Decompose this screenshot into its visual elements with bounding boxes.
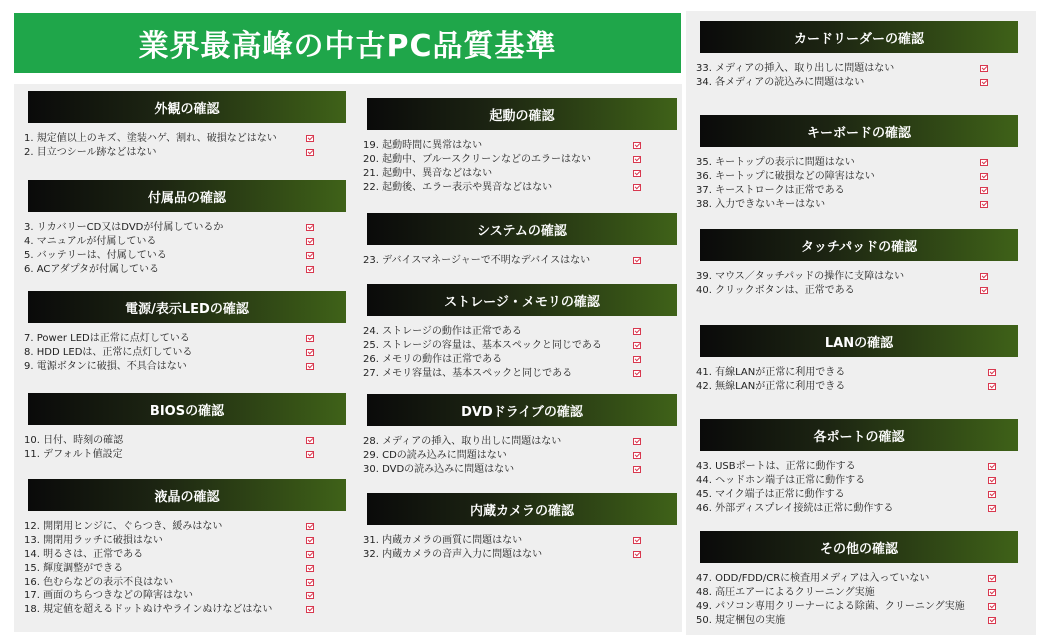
checklist (696, 572, 1000, 628)
checklist-item-label: 2. 目立つシール跡などはない (24, 146, 157, 158)
checklist-item (696, 502, 1000, 516)
checkmark-icon (988, 477, 996, 484)
checklist (696, 156, 992, 212)
checkmark-icon (306, 592, 314, 599)
checkmark-icon (633, 328, 641, 335)
checklist-item-label: 32. 内蔵カメラの音声入力に問題はない (363, 548, 543, 560)
section-heading: その他の確認 (700, 531, 1018, 563)
checklist-item (363, 449, 645, 463)
checkmark-icon (633, 551, 641, 558)
checklist (24, 332, 318, 374)
checkmark-icon (988, 603, 996, 610)
checkmark-icon (980, 159, 988, 166)
section-heading: 各ポートの確認 (700, 419, 1018, 451)
checklist-item (696, 614, 1000, 628)
checklist (363, 139, 645, 195)
checkmark-icon (988, 383, 996, 390)
section-heading: 電源/表示LEDの確認 (28, 291, 346, 323)
checkmark-icon (988, 589, 996, 596)
checkmark-icon (633, 452, 641, 459)
checklist-item (696, 156, 992, 170)
checklist-item (24, 263, 318, 277)
checkmark-icon (633, 342, 641, 349)
checklist-item-label: 47. ODD/FDD/CRに検査用メディアは入っていない (696, 573, 930, 584)
checklist-item-label: 25. ストレージの容量は、基本スペックと同じである (363, 339, 602, 351)
checklist-item (696, 270, 992, 284)
checklist-item-label: 6. ACアダプタが付属している (24, 263, 159, 275)
checklist-item (696, 380, 1000, 394)
checkmark-icon (980, 65, 988, 72)
checklist-item-label: 3. リカバリーCD又はDVDが付属しているか (24, 222, 224, 233)
checklist-item-label: 39. マウス／タッチパッドの操作に支障はない (696, 271, 905, 282)
section-heading: 液晶の確認 (28, 479, 346, 511)
section-heading: システムの確認 (367, 213, 677, 245)
checkmark-icon (306, 565, 314, 572)
checkmark-icon (988, 505, 996, 512)
page-title: 業界最高峰の中古PC品質基準 (138, 29, 557, 64)
checkmark-icon (988, 575, 996, 582)
checklist-item-label: 33. メディアの挿入、取り出しに問題はない (696, 63, 895, 74)
section-heading: DVDドライブの確認 (367, 394, 677, 426)
checklist-item-label: 12. 開閉用ヒンジに、ぐらつき、緩みはない (24, 521, 223, 532)
section-heading: カードリーダーの確認 (700, 21, 1018, 53)
checkmark-icon (306, 363, 314, 370)
checklist-item-label: 16. 色むらなどの表示不良はない (24, 576, 174, 588)
checklist-item-label: 50. 規定梱包の実施 (696, 614, 786, 626)
checklist-item (24, 360, 318, 374)
checkmark-icon (633, 370, 641, 377)
checklist-item (24, 132, 318, 146)
checkmark-icon (306, 579, 314, 586)
checklist-item (696, 586, 1000, 600)
checklist (24, 132, 318, 160)
checklist-item (24, 448, 318, 462)
checklist-item (363, 325, 645, 339)
checklist-item-label: 7. Power LEDは正常に点灯している (24, 333, 190, 344)
checklist-item-label: 4. マニュアルが付属している (24, 235, 157, 247)
checklist-item-label: 19. 起動時間に異常はない (363, 140, 483, 151)
checkmark-icon (306, 252, 314, 259)
checkmark-icon (980, 187, 988, 194)
checkmark-icon (306, 537, 314, 544)
checkmark-icon (633, 537, 641, 544)
checkmark-icon (633, 142, 641, 149)
checklist-item (363, 181, 645, 195)
checklist-item (696, 474, 1000, 488)
checkmark-icon (306, 437, 314, 444)
checklist-item-label: 45. マイク端子は正常に動作する (696, 488, 845, 500)
checklist-item (24, 146, 318, 160)
checklist-item-label: 22. 起動後、エラー表示や異音などはない (363, 181, 553, 193)
checklist-item (696, 284, 992, 298)
checklist-item-label: 43. USBポートは、正常に動作する (696, 461, 856, 472)
checkmark-icon (988, 491, 996, 498)
checklist-item-label: 29. CDの読み込みに問題はない (363, 449, 507, 461)
checklist-item-label: 17. 画面のちらつきなどの障害はない (24, 590, 193, 602)
checklist-item (363, 139, 645, 153)
checkmark-icon (633, 438, 641, 445)
checklist-item-label: 41. 有線LANが正常に利用できる (696, 367, 846, 378)
checklist-item (363, 367, 645, 381)
checklist-item (696, 460, 1000, 474)
section-heading: 起動の確認 (367, 98, 677, 130)
checklist-item-label: 13. 開閉用ラッチに破損はない (24, 534, 163, 546)
checkmark-icon (988, 369, 996, 376)
section-heading: 内蔵カメラの確認 (367, 493, 677, 525)
checklist-item-label: 40. クリックボタンは、正常である (696, 284, 855, 296)
checklist (696, 460, 1000, 516)
checklist-item-label: 31. 内蔵カメラの画質に問題はない (363, 535, 523, 546)
checklist-item (696, 366, 1000, 380)
checklist (363, 325, 645, 381)
checklist-item-label: 36. キートップに破損などの障害はない (696, 170, 875, 182)
checklist-item-label: 38. 入力できないキーはない (696, 198, 826, 210)
section-heading: 付属品の確認 (28, 180, 346, 212)
checklist-item (363, 435, 645, 449)
section-heading: LANの確認 (700, 325, 1018, 357)
checkmark-icon (980, 273, 988, 280)
checklist-item-label: 15. 輝度調整ができる (24, 562, 124, 574)
checkmark-icon (306, 551, 314, 558)
checklist-item (24, 249, 318, 263)
checklist-item (696, 488, 1000, 502)
checkmark-icon (633, 184, 641, 191)
checkmark-icon (633, 466, 641, 473)
section-heading: ストレージ・メモリの確認 (367, 284, 677, 316)
checklist-item-label: 11. デフォルト値設定 (24, 448, 123, 460)
checklist-item-label: 26. メモリの動作は正常である (363, 353, 503, 365)
checkmark-icon (306, 266, 314, 273)
checklist-item-label: 48. 高圧エアーによるクリーニング実施 (696, 586, 875, 598)
checkmark-icon (306, 451, 314, 458)
checklist-item (696, 600, 1000, 614)
checklist (363, 435, 645, 477)
checklist (363, 254, 645, 268)
checklist (696, 366, 1000, 394)
checklist-item-label: 8. HDD LEDは、正常に点灯している (24, 346, 193, 358)
checklist-item (24, 235, 318, 249)
checklist-item (696, 198, 992, 212)
checklist-item-label: 35. キートップの表示に問題はない (696, 157, 855, 168)
checkmark-icon (980, 201, 988, 208)
checklist-item (24, 603, 318, 617)
checkmark-icon (988, 463, 996, 470)
checklist-item (363, 463, 645, 477)
checkmark-icon (306, 606, 314, 613)
checklist-item (363, 548, 645, 562)
checklist-item (696, 184, 992, 198)
checklist-item-label: 24. ストレージの動作は正常である (363, 326, 522, 337)
checkmark-icon (306, 224, 314, 231)
checklist-item (24, 589, 318, 603)
checkmark-icon (306, 523, 314, 530)
checklist (24, 520, 318, 617)
checkmark-icon (633, 356, 641, 363)
checklist-item (363, 353, 645, 367)
checklist-item (24, 548, 318, 562)
checkmark-icon (306, 349, 314, 356)
checklist-item (696, 62, 992, 76)
checklist-item (363, 153, 645, 167)
checklist-item (696, 76, 992, 90)
section-heading: タッチパッドの確認 (700, 229, 1018, 261)
checklist-item-label: 14. 明るさは、正常である (24, 548, 144, 560)
checkmark-icon (306, 149, 314, 156)
checkmark-icon (980, 79, 988, 86)
checkmark-icon (988, 617, 996, 624)
checklist-item (363, 534, 645, 548)
checklist-item (696, 170, 992, 184)
checklist-item-label: 34. 各メディアの読込みに問題はない (696, 76, 865, 88)
checklist-item-label: 21. 起動中、異音などはない (363, 167, 493, 179)
checklist-item (24, 562, 318, 576)
checklist-item-label: 42. 無線LANが正常に利用できる (696, 380, 846, 392)
checklist-item-label: 44. ヘッドホン端子は正常に動作する (696, 474, 866, 486)
checklist-item-label: 9. 電源ボタンに破損、不具合はない (24, 360, 187, 372)
checklist-item-label: 49. パソコン専用クリーナーによる除菌、クリーニング実施 (696, 600, 965, 612)
checklist-item (24, 221, 318, 235)
checklist-item (24, 434, 318, 448)
checklist-item-label: 46. 外部ディスプレイ接続は正常に動作する (696, 502, 894, 514)
checklist-item (363, 254, 645, 268)
checklist-item-label: 10. 日付、時刻の確認 (24, 435, 124, 446)
checklist-item-label: 30. DVDの読み込みに問題はない (363, 463, 515, 475)
checkmark-icon (980, 287, 988, 294)
checklist-item-label: 5. バッテリーは、付属している (24, 249, 167, 261)
checklist-item-label: 20. 起動中、ブルースクリーンなどのエラーはない (363, 153, 591, 165)
checklist-item (24, 576, 318, 590)
title-banner (14, 13, 681, 73)
checklist (363, 534, 645, 562)
checklist-item-label: 37. キーストロークは正常である (696, 184, 845, 196)
checkmark-icon (980, 173, 988, 180)
checkmark-icon (306, 135, 314, 142)
checklist (24, 221, 318, 277)
checklist-item-label: 23. デバイスマネージャーで不明なデバイスはない (363, 255, 591, 266)
checklist-item (363, 339, 645, 353)
checklist-item-label: 18. 規定値を超えるドットぬけやラインぬけなどはない (24, 604, 273, 616)
checkmark-icon (633, 257, 641, 264)
checklist (24, 434, 318, 462)
checklist-item (696, 572, 1000, 586)
checklist (696, 62, 992, 90)
checklist-item (24, 346, 318, 360)
checkmark-icon (633, 170, 641, 177)
checkmark-icon (306, 238, 314, 245)
checklist-item (24, 534, 318, 548)
section-heading: BIOSの確認 (28, 393, 346, 425)
checklist-item-label: 28. メディアの挿入、取り出しに問題はない (363, 436, 562, 447)
section-heading: キーボードの確認 (700, 115, 1018, 147)
checkmark-icon (633, 156, 641, 163)
checklist-item (24, 520, 318, 534)
section-heading: 外観の確認 (28, 91, 346, 123)
checklist-item-label: 1. 規定値以上のキズ、塗装ハゲ、割れ、破損などはない (24, 133, 277, 144)
checklist-item (24, 332, 318, 346)
checkmark-icon (306, 335, 314, 342)
checklist-item-label: 27. メモリ容量は、基本スペックと同じである (363, 367, 573, 379)
checklist (696, 270, 992, 298)
checklist-item (363, 167, 645, 181)
